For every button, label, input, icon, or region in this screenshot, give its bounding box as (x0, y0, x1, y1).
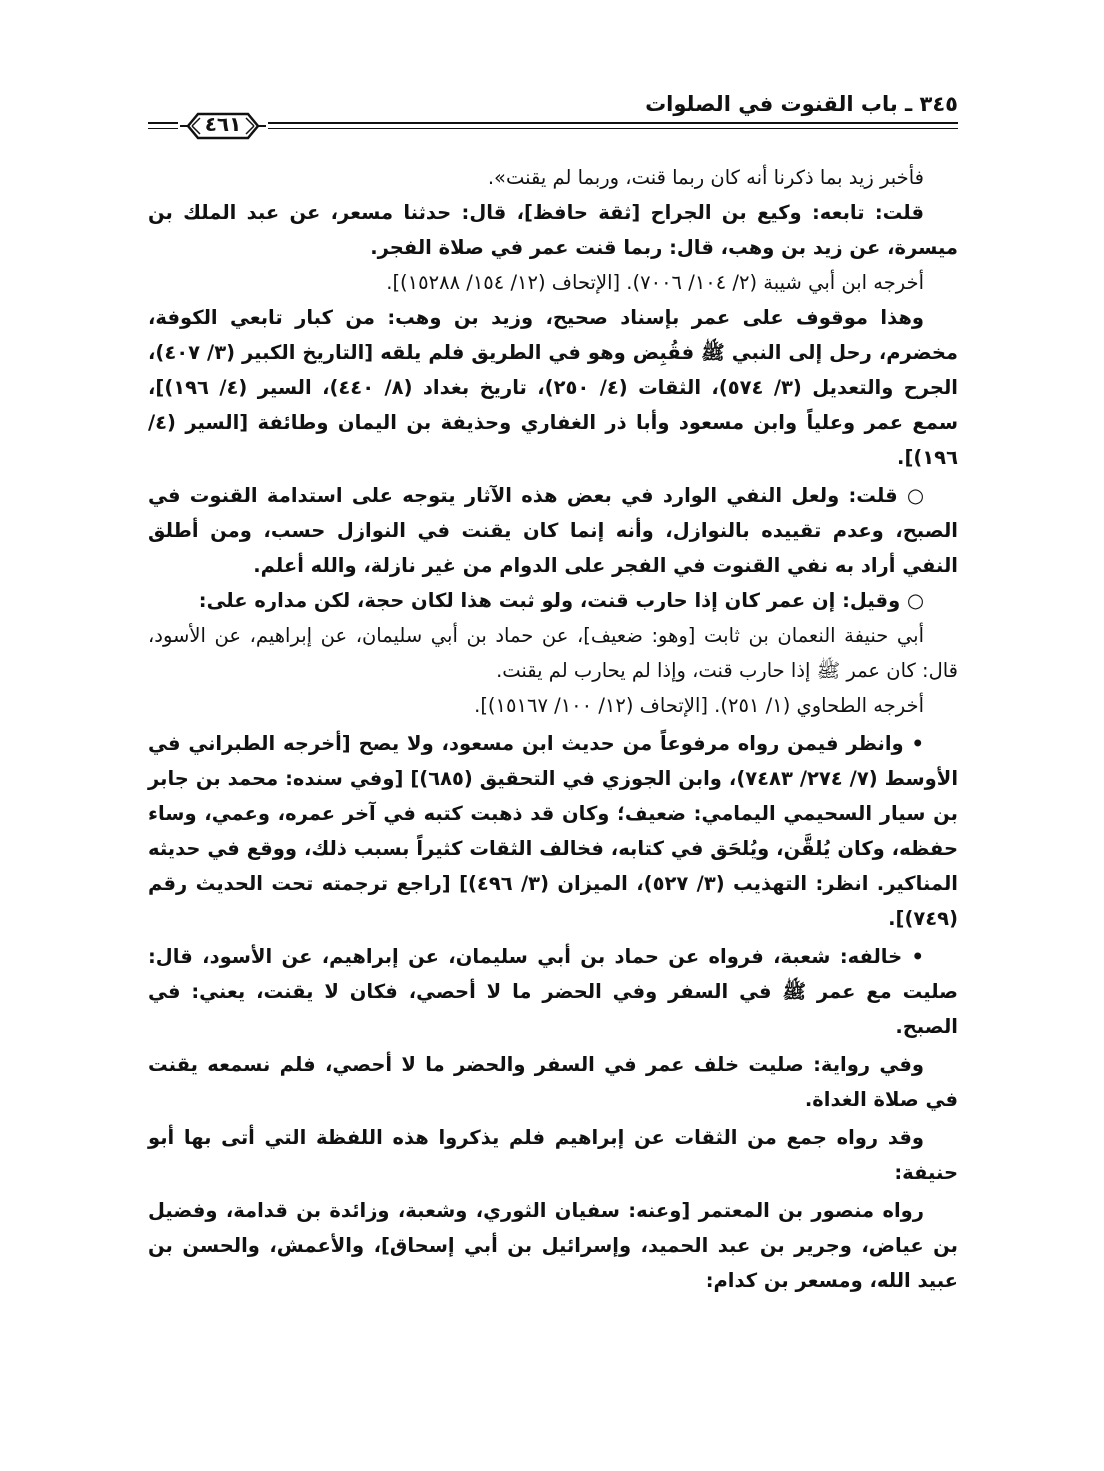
paragraph-6: ○ وقيل: إن عمر كان إذا حارب قنت، ولو ثبت هذا لكان حجة، لكن مداره على: (198, 589, 924, 612)
page-number: ٤٦١ (204, 112, 242, 136)
paragraph-5: ○ قلت: ولعل النفي الوارد في بعض هذه الآثار يتوجه على استدامة القنوت في الصبح، وعدم تقييده بالنوازل، وأنه إنما كان يقنت في النوازل حسب، ومن أطلق النفي أراد به نفي القنوت في الفجر على الدوام من غير نازلة، والله أعلم. (148, 484, 958, 577)
paragraph-3: أخرجه ابن أبي شيبة (٢/ ١٠٤/ ٧٠٠٦). [الإتحاف (١٢/ ١٥٤/ ١٥٢٨٨)]. (386, 271, 924, 294)
paragraph-9: • وانظر فيمن رواه مرفوعاً من حديث ابن مسعود، ولا يصح [أخرجه الطبراني في الأوسط (٧/ ٢٧٤/ ٧٤٨٣)، وابن الجوزي في التحقيق (٦٨٥)] [وفي سنده: محمد بن جابر بن سيار السحيمي اليمامي: ضعيف؛ وكان قد ذهبت كتبه في آخر عمره، وعمي، وساء حفظه، وكان يُلقَّن، ويُلحَق في كتابه، فخالف الثقات كثيراً بسبب ذلك، ووقع في حديثه المناكير. انظر: التهذيب (٣/ ٥٢٧)، الميزان (٣/ ٤٩٦)] [راجع ترجمته تحت الحديث رقم (٧٤٩)]. (148, 732, 959, 930)
paragraph-12: وقد رواه جمع من الثقات عن إبراهيم فلم يذكروا هذه اللفظة التي أتى بها أبو حنيفة: (148, 1126, 958, 1184)
header-rule-left (148, 122, 178, 124)
paragraph-10: • خالفه: شعبة، فرواه عن حماد بن أبي سليمان، عن إبراهيم، عن الأسود، قال: صليت مع عمر ﷺ في السفر وفي الحضر ما لا أحصي، فكان لا يقنت، يعني: في الصبح. (148, 945, 958, 1038)
page-number-badge (178, 108, 268, 144)
paragraph-11: وفي رواية: صليت خلف عمر في السفر والحضر ما لا أحصي، فلم نسمعه يقنت في صلاة الغداة. (148, 1053, 958, 1111)
paragraph-13: رواه منصور بن المعتمر [وعنه: سفيان الثوري، وشعبة، وزائدة بن قدامة، وفضيل بن عياض، وجرير بن عبد الحميد، وإسرائيل بن أبي إسحاق]، والأعمش، والحسن بن عبيد الله، ومسعر بن كدام: (148, 1199, 958, 1292)
page-body (148, 160, 958, 1298)
chapter-title: ٣٤٥ ـ باب القنوت في الصلوات (645, 92, 958, 116)
paragraph-4: وهذا موقوف على عمر بإسناد صحيح، وزيد بن وهب: من كبار تابعي الكوفة، مخضرم، رحل إلى النبي ﷺ فقُبِض وهو في الطريق فلم يلقه [التاريخ الكبير (٣/ ٤٠٧)، الجرح والتعديل (٣/ ٥٧٤)، الثقات (٤/ ٢٥٠)، تاريخ بغداد (٨/ ٤٤٠)، السير (٤/ ١٩٦)]، سمع عمر وعلياً وابن مسعود وأبا ذر الغفاري وحذيفة بن اليمان وطائفة [السير (٤/ ١٩٦)]. (148, 306, 958, 469)
paragraph-8: أخرجه الطحاوي (١/ ٢٥١). [الإتحاف (١٢/ ١٠٠/ ١٥١٦٧)]. (474, 694, 924, 717)
paragraph-1: فأخبر زيد بما ذكرنا أنه كان ربما قنت، وربما لم يقنت». (487, 166, 924, 189)
header-rule-thin (268, 128, 958, 129)
header-rule-left-thin (148, 128, 178, 129)
header-rule (268, 122, 958, 124)
page-header (148, 92, 958, 148)
paragraph-7: أبي حنيفة النعمان بن ثابت [وهو: ضعيف]، عن حماد بن أبي سليمان، عن إبراهيم، عن الأسود، قال: كان عمر ﷺ إذا حارب قنت، وإذا لم يحارب لم يقنت. (148, 624, 958, 682)
paragraph-2: قلت: تابعه: وكيع بن الجراح [ثقة حافظ]، قال: حدثنا مسعر، عن عبد الملك بن ميسرة، عن زيد بن وهب، قال: ربما قنت عمر في صلاة الفجر. (148, 201, 958, 259)
